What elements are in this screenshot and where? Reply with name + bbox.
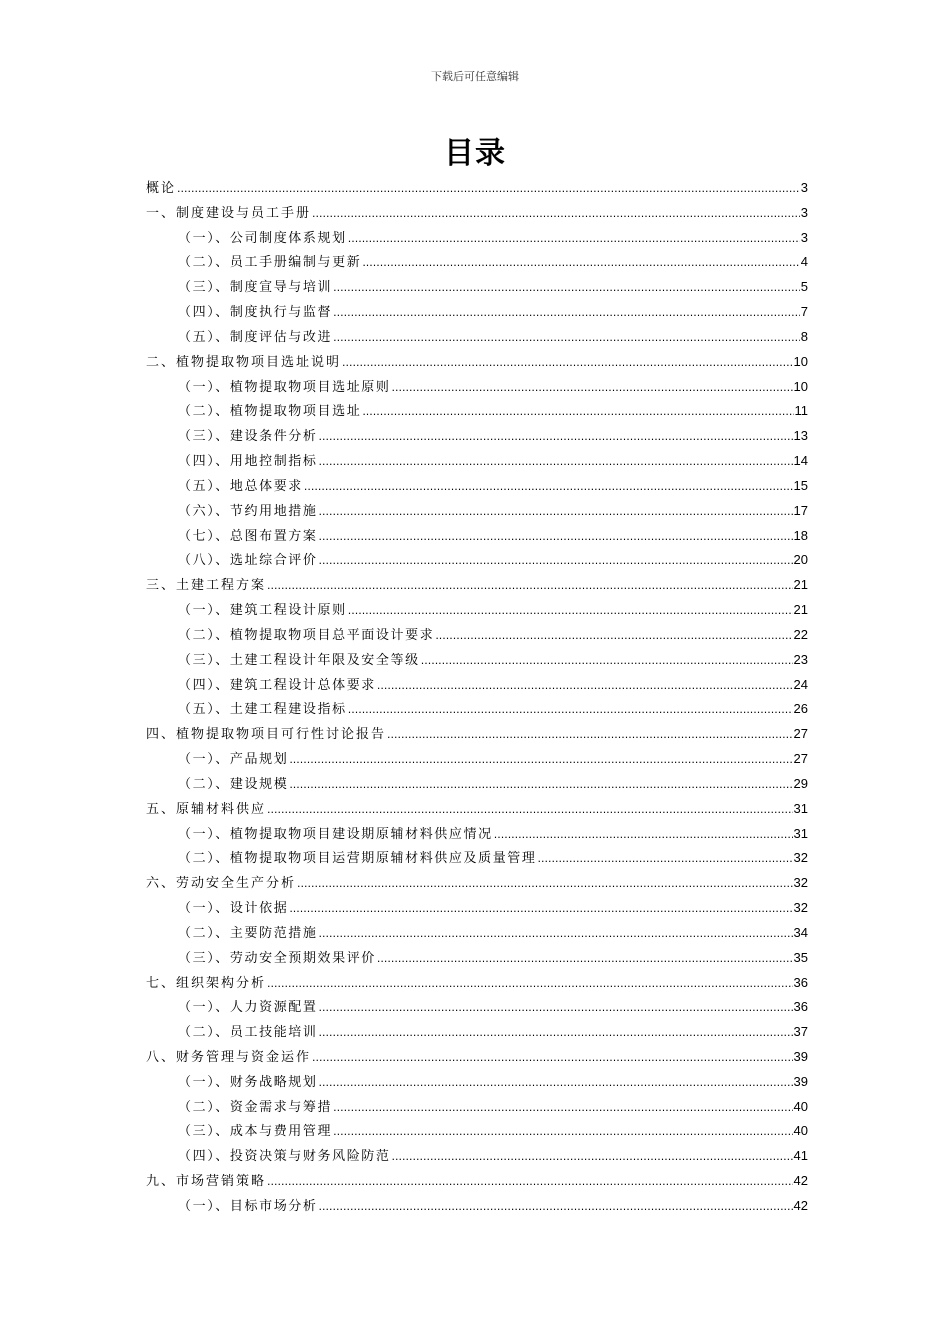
toc-entry[interactable] xyxy=(146,449,808,474)
toc-entry[interactable] xyxy=(146,995,808,1020)
toc-entry-label: 五、原辅材料供应 xyxy=(146,801,267,817)
toc-leader-dots xyxy=(333,1096,792,1121)
toc-entry[interactable] xyxy=(146,871,808,896)
toc-entry-label: （四）、用地控制指标 xyxy=(178,454,318,470)
toc-entry-page: 41 xyxy=(793,1148,808,1164)
toc-leader-dots xyxy=(319,549,793,574)
toc-leader-dots xyxy=(267,972,793,997)
toc-entry-page: 31 xyxy=(793,825,808,841)
toc-entry-label: （二）、植物提取物项目选址 xyxy=(178,404,362,420)
toc-entry-label: （一）、产品规划 xyxy=(178,752,289,768)
toc-entry-page: 27 xyxy=(793,726,808,742)
toc-leader-dots xyxy=(319,1195,793,1220)
toc-entry-page: 3 xyxy=(800,229,808,245)
toc-leader-dots xyxy=(319,1071,793,1096)
toc-entry[interactable] xyxy=(146,375,808,400)
toc-entry[interactable] xyxy=(146,1119,808,1144)
toc-leader-dots xyxy=(377,947,793,972)
toc-entry-page: 22 xyxy=(793,626,808,642)
toc-entry[interactable] xyxy=(146,524,808,549)
toc-entry-label: （三）、建设条件分析 xyxy=(178,429,318,445)
toc-entry-page: 34 xyxy=(793,924,808,940)
toc-entry[interactable] xyxy=(146,474,808,499)
toc-entry-label: （五）、制度评估与改进 xyxy=(178,329,333,345)
toc-leader-dots xyxy=(289,773,792,798)
toc-entry-page: 10 xyxy=(793,353,808,369)
toc-leader-dots xyxy=(289,897,792,922)
toc-entry-label: （二）、植物提取物项目总平面设计要求 xyxy=(178,627,435,643)
toc-leader-dots xyxy=(538,847,793,872)
toc-leader-dots xyxy=(267,574,793,599)
toc-entry-page: 29 xyxy=(793,775,808,791)
toc-entry[interactable] xyxy=(146,921,808,946)
toc-leader-dots xyxy=(297,872,793,897)
toc-entry-label: （五）、土建工程建设指标 xyxy=(178,702,347,718)
toc-entry-label: （五）、地总体要求 xyxy=(178,478,303,494)
toc-entry-label: 六、劳动安全生产分析 xyxy=(146,876,297,892)
toc-entry-page: 5 xyxy=(800,279,808,295)
toc-entry[interactable] xyxy=(146,722,808,747)
toc-leader-dots xyxy=(319,450,793,475)
toc-leader-dots xyxy=(312,1046,793,1071)
toc-entry-page: 3 xyxy=(800,204,808,220)
toc-entry[interactable] xyxy=(146,226,808,251)
toc-entry[interactable] xyxy=(146,275,808,300)
toc-leader-dots xyxy=(377,674,793,699)
toc-entry-page: 37 xyxy=(793,1024,808,1040)
toc-entry-label: 四、植物提取物项目可行性讨论报告 xyxy=(146,727,387,743)
toc-entry-page: 17 xyxy=(793,502,808,518)
toc-leader-dots xyxy=(421,649,793,674)
toc-entry-label: （二）、资金需求与筹措 xyxy=(178,1099,333,1115)
toc-entry-label: （一）、目标市场分析 xyxy=(178,1198,318,1214)
toc-entry[interactable] xyxy=(146,822,808,847)
toc-entry-label: 二、植物提取物项目选址说明 xyxy=(146,354,342,370)
toc-entry[interactable] xyxy=(146,548,808,573)
toc-entry[interactable] xyxy=(146,1095,808,1120)
toc-leader-dots xyxy=(494,823,793,848)
toc-entry-page: 8 xyxy=(800,328,808,344)
toc-entry-label: （二）、建设规模 xyxy=(178,776,289,792)
toc-entry[interactable] xyxy=(146,250,808,275)
toc-entry-page: 20 xyxy=(793,552,808,568)
toc-entry[interactable] xyxy=(146,971,808,996)
toc-entry-page: 10 xyxy=(793,378,808,394)
toc-entry-page: 24 xyxy=(793,676,808,692)
toc-entry-label: 概论 xyxy=(146,181,177,196)
toc-leader-dots xyxy=(267,798,793,823)
toc-entry-page: 39 xyxy=(793,1048,808,1064)
toc-entry-label: （三）、土建工程设计年限及安全等级 xyxy=(178,652,420,668)
page-title: 目录 xyxy=(444,136,506,171)
toc-entry-page: 23 xyxy=(793,651,808,667)
toc-leader-dots xyxy=(348,227,800,252)
toc-entry[interactable] xyxy=(146,623,808,648)
toc-entry[interactable] xyxy=(146,673,808,698)
toc-entry-label: （一）、财务战略规划 xyxy=(178,1074,318,1090)
toc-leader-dots xyxy=(342,351,793,376)
toc-leader-dots xyxy=(392,376,793,401)
toc-leader-dots xyxy=(435,624,792,649)
toc-entry[interactable] xyxy=(146,846,808,871)
toc-entry[interactable] xyxy=(146,697,808,722)
toc-entry-page: 32 xyxy=(793,850,808,866)
toc-entry[interactable] xyxy=(146,424,808,449)
toc-leader-dots xyxy=(333,276,800,301)
toc-entry-page: 18 xyxy=(793,527,808,543)
toc-entry-label: 三、土建工程方案 xyxy=(146,578,267,594)
toc-entry[interactable] xyxy=(146,399,808,424)
toc-entry-label: （一）、设计依据 xyxy=(178,901,289,917)
toc-entry[interactable] xyxy=(146,325,808,350)
toc-leader-dots xyxy=(289,748,792,773)
toc-entry-page: 31 xyxy=(793,800,808,816)
toc-leader-dots xyxy=(362,251,799,276)
toc-entry-page: 35 xyxy=(793,949,808,965)
toc-leader-dots xyxy=(348,698,793,723)
toc-entry-page: 15 xyxy=(793,477,808,493)
toc-leader-dots xyxy=(319,425,793,450)
toc-entry-page: 42 xyxy=(793,1197,808,1213)
toc-entry-label: （八）、选址综合评价 xyxy=(178,553,318,569)
toc-entry-page: 39 xyxy=(793,1073,808,1089)
toc-entry-label: （六）、节约用地措施 xyxy=(178,503,318,519)
toc-entry[interactable] xyxy=(146,300,808,325)
toc-leader-dots xyxy=(387,723,793,748)
toc-entry-page: 32 xyxy=(793,900,808,916)
toc-leader-dots xyxy=(304,475,793,500)
toc-entry-page: 11 xyxy=(794,403,808,419)
toc-leader-dots xyxy=(333,1120,792,1145)
toc-leader-dots xyxy=(319,500,793,525)
toc-entry[interactable] xyxy=(146,747,808,772)
toc-entry[interactable] xyxy=(146,648,808,673)
toc-entry-label: （一）、公司制度体系规划 xyxy=(178,230,347,246)
toc-entry-page: 14 xyxy=(793,453,808,469)
toc-entry-label: 一、制度建设与员工手册 xyxy=(146,205,312,221)
toc-leader-dots xyxy=(333,301,800,326)
toc-entry-label: （三）、劳动安全预期效果评价 xyxy=(178,950,376,966)
toc-entry-label: （四）、建筑工程设计总体要求 xyxy=(178,677,376,693)
header-note: 下载后可任意编辑 xyxy=(431,70,519,83)
toc-entry-page: 40 xyxy=(793,1123,808,1139)
toc-entry-page: 40 xyxy=(793,1098,808,1114)
toc-entry[interactable] xyxy=(146,598,808,623)
toc-entry-label: （四）、投资决策与财务风险防范 xyxy=(178,1149,391,1165)
toc-entry-label: （一）、植物提取物项目选址原则 xyxy=(178,379,391,395)
toc-entry-label: （二）、员工技能培训 xyxy=(178,1025,318,1041)
toc-leader-dots xyxy=(267,1170,793,1195)
toc-entry-label: （四）、制度执行与监督 xyxy=(178,305,333,321)
toc-entry[interactable] xyxy=(146,1020,808,1045)
toc-leader-dots xyxy=(362,400,793,425)
toc-entry[interactable] xyxy=(146,201,808,226)
toc-entry[interactable] xyxy=(146,573,808,598)
toc-entry-label: （二）、主要防范措施 xyxy=(178,925,318,941)
toc-leader-dots xyxy=(319,922,793,947)
toc-entry[interactable] xyxy=(146,946,808,971)
toc-entry-label: （二）、员工手册编制与更新 xyxy=(178,255,362,271)
toc-entry-page: 13 xyxy=(793,428,808,444)
toc-leader-dots xyxy=(177,177,800,202)
toc-entry-page: 21 xyxy=(793,602,808,618)
toc-entry-label: 七、组织架构分析 xyxy=(146,975,267,991)
toc-entry-page: 7 xyxy=(800,304,808,320)
toc-entry-page: 32 xyxy=(793,875,808,891)
toc-entry-label: （七）、总图布置方案 xyxy=(178,528,318,544)
toc-entry-page: 26 xyxy=(793,701,808,717)
toc-entry[interactable] xyxy=(146,1169,808,1194)
toc-entry-page: 27 xyxy=(793,751,808,767)
toc-entry-label: 八、财务管理与资金运作 xyxy=(146,1049,312,1065)
toc-entry-label: （三）、制度宣导与培训 xyxy=(178,280,333,296)
toc-entry-label: （一）、建筑工程设计原则 xyxy=(178,603,347,619)
toc-entry[interactable] xyxy=(146,1144,808,1169)
toc-leader-dots xyxy=(348,599,793,624)
toc-entry-label: （二）、植物提取物项目运营期原辅材料供应及质量管理 xyxy=(178,851,537,867)
toc-leader-dots xyxy=(392,1145,793,1170)
toc-entry[interactable] xyxy=(146,1045,808,1070)
toc-entry-page: 36 xyxy=(793,974,808,990)
toc-entry-label: （三）、成本与费用管理 xyxy=(178,1124,333,1140)
toc-entry-label: （一）、植物提取物项目建设期原辅材料供应情况 xyxy=(178,826,493,842)
toc-entry-page: 4 xyxy=(800,254,808,270)
toc-entry[interactable] xyxy=(146,1194,808,1219)
toc-entry[interactable] xyxy=(146,499,808,524)
toc-entry-page: 21 xyxy=(793,577,808,593)
toc-entry[interactable] xyxy=(146,896,808,921)
toc-entry[interactable] xyxy=(146,797,808,822)
toc-entry[interactable] xyxy=(146,350,808,375)
toc-entry[interactable] xyxy=(146,772,808,797)
toc-entry[interactable] xyxy=(146,176,808,201)
table-of-contents xyxy=(146,176,808,1219)
toc-leader-dots xyxy=(319,1021,793,1046)
toc-entry-page: 42 xyxy=(793,1173,808,1189)
toc-leader-dots xyxy=(312,202,800,227)
toc-leader-dots xyxy=(319,525,793,550)
toc-leader-dots xyxy=(319,996,793,1021)
toc-entry-page: 3 xyxy=(800,180,808,195)
toc-entry-label: （一）、人力资源配置 xyxy=(178,1000,318,1016)
toc-entry-label: 九、市场营销策略 xyxy=(146,1174,267,1190)
toc-entry-page: 36 xyxy=(793,999,808,1015)
toc-entry[interactable] xyxy=(146,1070,808,1095)
toc-leader-dots xyxy=(333,326,800,351)
